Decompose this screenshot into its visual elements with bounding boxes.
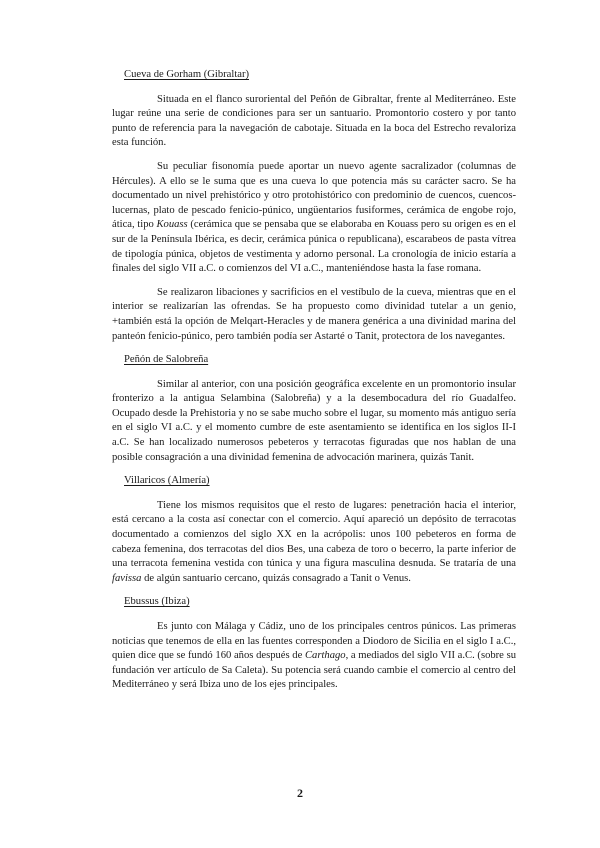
body-paragraph (112, 499, 516, 587)
italic-term: favissa (112, 572, 142, 584)
paragraph-text: Situada en el flanco suroriental del Peñón de Gibraltar, frente al Mediterráneo. Este lugar reúne una serie de condiciones para ser un santuario. Promontorio costero y por tanto punto de referencia para la navegación de cabotaje. Situada en la boca del Estrecho revaloriza esta función. (112, 93, 516, 149)
paragraph-text: , a mediados del siglo VII a.C. (sobre su fundación ver artículo de Sa Caleta). Su potencia será cuando cambie el comercio al centro del Mediterráneo y será Ibiza uno de los ejes principales. (112, 650, 516, 691)
body-paragraph (112, 160, 516, 277)
document-body (112, 68, 516, 702)
body-paragraph (112, 620, 516, 693)
page-number: 2 (297, 786, 303, 800)
paragraph-text: (cerámica que se pensaba que se elaboraba en Kouass pero su origen es en el sur de la Península Ibérica, es decir, cerámica púnica o republicana), escarabeos de pasta vítrea de tipología púnica, objetos de vestimenta y adorno personal. La cronología de inicio estaría a finales del siglo VII a.C. o comienzos del VI a.C., manteniéndose hasta la fase romana. (112, 219, 516, 275)
section-heading: Ebussus (Ibiza) (124, 596, 190, 608)
paragraph-text: Similar al anterior, con una posición geográfica excelente en un promontorio insular fronterizo a la antigua Selambina (Salobreña) y a la desembocadura del río Guadalfeo. Ocupado desde la Prehistoria y no se sabe mucho sobre el lugar, su momento más antiguo sería en el siglo VI a.C. y el momento cumbre de este asentamiento se identifica en los siglos II-I a.C. Se han localizado numerosos pebeteros y terracotas figuradas que nos hablan de una posible consagración a una divinidad femenina de advocación marinera, quizás Tanit. (112, 378, 516, 463)
section-heading: Peñón de Salobreña (124, 354, 209, 366)
body-paragraph (112, 378, 516, 466)
body-paragraph (112, 93, 516, 151)
italic-term: Kouass (156, 219, 188, 231)
section-heading: Villaricos (Almería) (124, 475, 210, 487)
paragraph-text: de algún santuario cercano, quizás consagrado a Tanit o Venus. (141, 572, 411, 584)
paragraph-text: Su peculiar fisonomía puede aportar un nuevo agente sacralizador (columnas de Hércules). A ello se le suma que es una cueva lo que potencia más su carácter sacro. Se ha documentado un nivel prehistórico y otro protohistórico con predominio de cuencos, cuencos-lucernas, plato de pescado fenicio-púnico, ungüentarios fusiformes, cerámica de engobe rojo, ática, tipo (112, 160, 516, 231)
body-paragraph (112, 286, 516, 344)
paragraph-text: Es junto con Málaga y Cádiz, uno de los principales centros púnicos. Las primeras noticias que tenemos de ella en las fuentes corresponden a Diodoro de Sicilia en el siglo I a.C., quien dice que se fundó 160 años después de (112, 621, 516, 662)
italic-term: Carthago (304, 650, 346, 662)
paragraph-text: Tiene los mismos requisitos que el resto de lugares: penetración hacia el interior, está cercano a la costa así conectar con el comercio. Aquí apareció un depósito de terracotas documentado a comienzos del siglo XX en la acrópolis: unos 100 pebeteros en forma de cabeza femenina, dos terracotas del dios Bes, una cabeza de toro o becerro, la parte inferior de una terracota femenina vestida con túnica y una figura masculina desnuda. Se trataría de una (112, 499, 516, 570)
section-heading: Cueva de Gorham (Gibraltar) (124, 69, 250, 80)
paragraph-text: Se realizaron libaciones y sacrificios en el vestíbulo de la cueva, mientras que en el interior se realizarían las ofrendas. Se ha propuesto como divinidad tutelar a un genio, +también está la opción de Melqart-Heracles y de manera genérica a una divinidad marina del panteón fenicio-púnico, pero también podía ser Astarté o Tanit, protectora de los navegantes. (112, 286, 516, 342)
